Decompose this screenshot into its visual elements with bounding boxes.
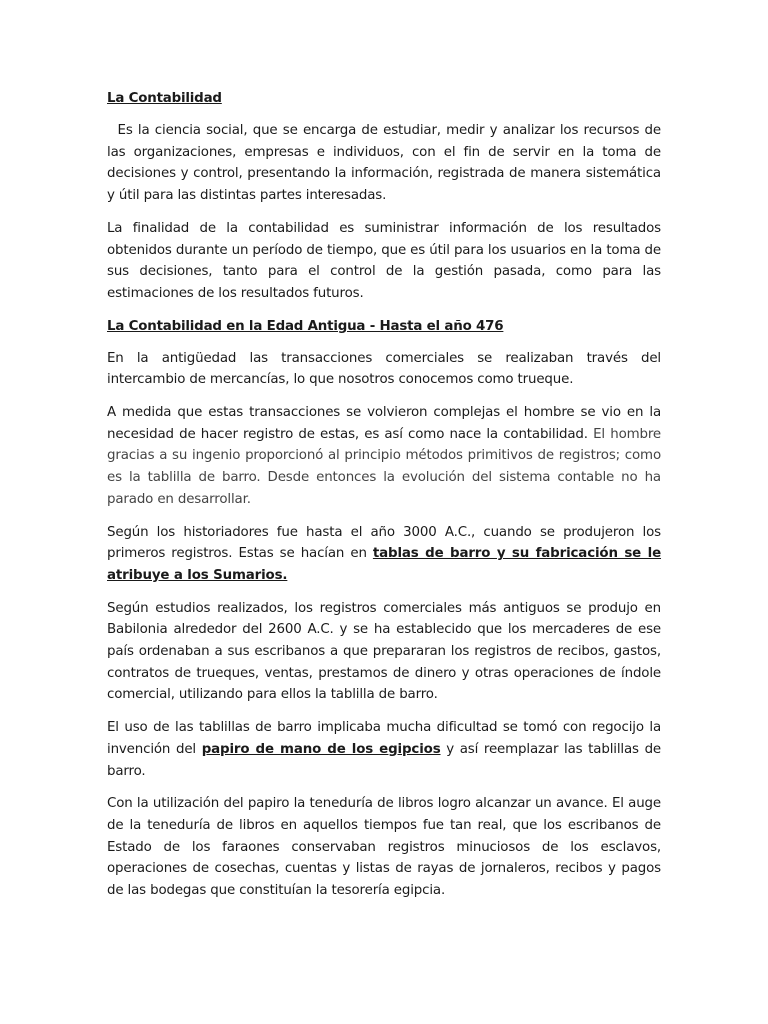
- heading-edad-antigua: La Contabilidad en la Edad Antigua - Hasta el año 476: [107, 318, 504, 334]
- paragraph-trueque: En la antigüedad las transacciones comerciales se realizaban través del intercambio de mercancías, lo que nosotros conocemos como trueque.: [107, 350, 661, 388]
- link-tablas-de-barro[interactable]: tablas de barro y su fabricación se le atribuye a los Sumarios.: [107, 546, 662, 583]
- heading-la-contabilidad: La Contabilidad: [107, 91, 222, 106]
- paragraph-historiadores: [107, 522, 661, 587]
- paragraph-finalidad: La finalidad de la contabilidad es suministrar información de los resultados obtenidos durante un período de tiempo, que es útil para los usuarios en la toma de sus decisiones, tanto para el control de la gestión pasada, como para las estimaciones de los resultados futuros.: [107, 220, 661, 301]
- paragraph-nace-contabilidad: [107, 402, 661, 511]
- paragraph-teneduria: Con la utilización del papiro la teneduría de libros logro alcanzar un avance. El auge de la teneduría de libros en aquellos tiempos fue tan real, que los escribanos de Estado de los faraones conservaban registros minuciosos de los esclavos, operaciones de cosechas, cuentas y listas de rayas de jornaleros, recibos y pagos de las bodegas que constituían la tesorería egipcia.: [107, 796, 661, 899]
- paragraph-ingenio-text: El hombre gracias a su ingenio proporcionó al principio métodos primitivos de registros; como es la tablilla de barro. Desde entonces la evolución del sistema contable no ha parado en desarrollar.: [107, 426, 661, 507]
- paragraph-definition: Es la ciencia social, que se encarga de estudiar, medir y analizar los recursos de las organizaciones, empresas e individuos, con el fin de servir en la toma de decisiones y control, presentando la información, registrada de manera sistemática y útil para las distintas partes interesadas.: [107, 123, 661, 204]
- document-page: [107, 88, 661, 913]
- paragraph-babilonia: Según estudios realizados, los registros comerciales más antiguos se produjo en Babilonia alrededor del 2600 A.C. y se ha establecido que los mercaderes de ese país ordenaban a sus escribanos a que prepararan los registros de recibos, gastos, contratos de trueques, ventas, prestamos de dinero y otras operaciones de índole comercial, utilizando para ellos la tablilla de barro.: [107, 600, 661, 703]
- link-papiro-egipcios[interactable]: papiro de mano de los egipcios: [201, 741, 441, 757]
- paragraph-papiro: [107, 717, 661, 782]
- paragraph-papiro-text: El uso de las tablillas de barro implicaba mucha dificultad se tomó con regocijo la invención del: [107, 720, 661, 757]
- paragraph-papiro-end-text: y así reemplazar las tablillas de barro.: [107, 741, 662, 779]
- paragraph-historiadores-text: Según los historiadores fue hasta el año 3000 A.C., cuando se produjeron los primeros registros. Estas se hacían en: [107, 524, 661, 562]
- paragraph-nace-contabilidad-text: A medida que estas transacciones se volvieron complejas el hombre se vio en la necesidad de hacer registro de estas, es así como nace la contabilidad.: [107, 405, 661, 442]
